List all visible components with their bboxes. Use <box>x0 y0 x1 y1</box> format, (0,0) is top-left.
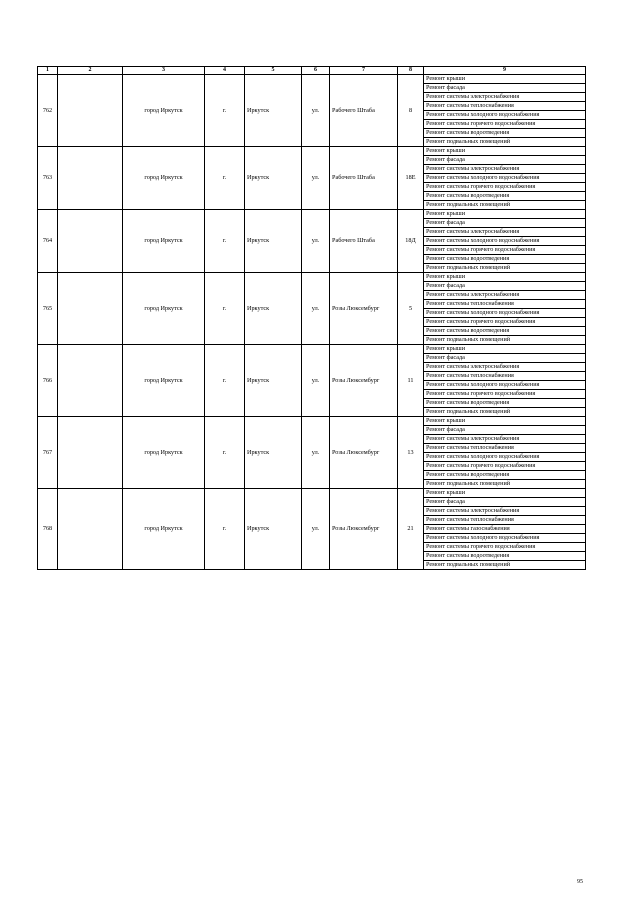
work-type-cell: Ремонт подвальных помещений <box>424 264 586 273</box>
locality-type-cell: г. <box>205 489 245 570</box>
work-type-cell: Ремонт системы электроснабжения <box>424 165 586 174</box>
table-body <box>38 75 586 570</box>
work-type-cell: Ремонт системы теплоснабжения <box>424 372 586 381</box>
work-type-cell: Ремонт крыши <box>424 417 586 426</box>
work-type-cell: Ремонт системы холодного водоснабжения <box>424 381 586 390</box>
page-number: 95 <box>577 879 583 885</box>
work-type-cell: Ремонт системы электроснабжения <box>424 363 586 372</box>
work-type-cell: Ремонт фасада <box>424 426 586 435</box>
table-row <box>38 75 586 84</box>
city-cell: город Иркутск <box>123 147 205 210</box>
city-cell: город Иркутск <box>123 210 205 273</box>
table-row <box>38 210 586 219</box>
work-type-cell: Ремонт крыши <box>424 489 586 498</box>
street-type-cell: ул. <box>302 147 330 210</box>
work-type-cell: Ремонт системы электроснабжения <box>424 228 586 237</box>
header-col-2: 2 <box>58 67 123 75</box>
locality-cell: Иркутск <box>245 489 302 570</box>
street-type-cell: ул. <box>302 210 330 273</box>
header-col-3: 3 <box>123 67 205 75</box>
locality-type-cell: г. <box>205 210 245 273</box>
street-type-cell: ул. <box>302 75 330 147</box>
house-number-cell: 8 <box>398 75 424 147</box>
work-type-cell: Ремонт фасада <box>424 219 586 228</box>
street-cell: Рабочего Штаба <box>330 75 398 147</box>
record-number: 762 <box>38 75 58 147</box>
work-type-cell: Ремонт системы горячего водоснабжения <box>424 120 586 129</box>
house-number-cell: 18Е <box>398 147 424 210</box>
city-cell: город Иркутск <box>123 75 205 147</box>
work-type-cell: Ремонт системы электроснабжения <box>424 291 586 300</box>
work-type-cell: Ремонт системы холодного водоснабжения <box>424 237 586 246</box>
record-col2 <box>58 345 123 417</box>
work-type-cell: Ремонт системы водоотведения <box>424 471 586 480</box>
repair-table <box>37 66 586 570</box>
street-cell: Рабочего Штаба <box>330 210 398 273</box>
table-row <box>38 147 586 156</box>
header-col-1: 1 <box>38 67 58 75</box>
record-col2 <box>58 489 123 570</box>
table-row <box>38 273 586 282</box>
street-type-cell: ул. <box>302 273 330 345</box>
table-row <box>38 417 586 426</box>
work-type-cell: Ремонт крыши <box>424 210 586 219</box>
work-type-cell: Ремонт системы электроснабжения <box>424 93 586 102</box>
work-type-cell: Ремонт системы теплоснабжения <box>424 102 586 111</box>
work-type-cell: Ремонт системы горячего водоснабжения <box>424 183 586 192</box>
work-type-cell: Ремонт системы горячего водоснабжения <box>424 462 586 471</box>
locality-cell: Иркутск <box>245 273 302 345</box>
locality-cell: Иркутск <box>245 147 302 210</box>
header-col-9: 9 <box>424 67 586 75</box>
work-type-cell: Ремонт системы горячего водоснабжения <box>424 318 586 327</box>
work-type-cell: Ремонт системы водоотведения <box>424 129 586 138</box>
street-cell: Розы Люксембург <box>330 417 398 489</box>
locality-type-cell: г. <box>205 75 245 147</box>
record-number: 766 <box>38 345 58 417</box>
work-type-cell: Ремонт системы холодного водоснабжения <box>424 453 586 462</box>
work-type-cell: Ремонт системы горячего водоснабжения <box>424 543 586 552</box>
work-type-cell: Ремонт системы электроснабжения <box>424 435 586 444</box>
work-type-cell: Ремонт системы теплоснабжения <box>424 516 586 525</box>
work-type-cell: Ремонт системы водоотведения <box>424 255 586 264</box>
work-type-cell: Ремонт подвальных помещений <box>424 408 586 417</box>
record-number: 763 <box>38 147 58 210</box>
city-cell: город Иркутск <box>123 489 205 570</box>
locality-cell: Иркутск <box>245 75 302 147</box>
work-type-cell: Ремонт системы горячего водоснабжения <box>424 246 586 255</box>
locality-cell: Иркутск <box>245 417 302 489</box>
record-number: 768 <box>38 489 58 570</box>
work-type-cell: Ремонт крыши <box>424 273 586 282</box>
work-type-cell: Ремонт подвальных помещений <box>424 480 586 489</box>
work-type-cell: Ремонт фасада <box>424 498 586 507</box>
work-type-cell: Ремонт системы теплоснабжения <box>424 300 586 309</box>
header-col-8: 8 <box>398 67 424 75</box>
house-number-cell: 5 <box>398 273 424 345</box>
record-number: 767 <box>38 417 58 489</box>
record-number: 765 <box>38 273 58 345</box>
house-number-cell: 13 <box>398 417 424 489</box>
work-type-cell: Ремонт системы холодного водоснабжения <box>424 309 586 318</box>
locality-type-cell: г. <box>205 147 245 210</box>
work-type-cell: Ремонт системы газоснабжения <box>424 525 586 534</box>
city-cell: город Иркутск <box>123 417 205 489</box>
street-type-cell: ул. <box>302 345 330 417</box>
locality-type-cell: г. <box>205 417 245 489</box>
work-type-cell: Ремонт фасада <box>424 156 586 165</box>
record-col2 <box>58 75 123 147</box>
record-col2 <box>58 417 123 489</box>
record-col2 <box>58 147 123 210</box>
work-type-cell: Ремонт крыши <box>424 147 586 156</box>
locality-cell: Иркутск <box>245 345 302 417</box>
record-col2 <box>58 273 123 345</box>
work-type-cell: Ремонт системы теплоснабжения <box>424 444 586 453</box>
work-type-cell: Ремонт подвальных помещений <box>424 201 586 210</box>
work-type-cell: Ремонт системы электроснабжения <box>424 507 586 516</box>
street-cell: Розы Люксембург <box>330 345 398 417</box>
work-type-cell: Ремонт системы водоотведения <box>424 327 586 336</box>
header-row <box>38 67 586 75</box>
house-number-cell: 18Д <box>398 210 424 273</box>
work-type-cell: Ремонт фасада <box>424 84 586 93</box>
street-cell: Розы Люксембург <box>330 489 398 570</box>
work-type-cell: Ремонт системы горячего водоснабжения <box>424 390 586 399</box>
work-type-cell: Ремонт крыши <box>424 75 586 84</box>
work-type-cell: Ремонт системы водоотведения <box>424 552 586 561</box>
locality-cell: Иркутск <box>245 210 302 273</box>
record-number: 764 <box>38 210 58 273</box>
city-cell: город Иркутск <box>123 345 205 417</box>
house-number-cell: 21 <box>398 489 424 570</box>
work-type-cell: Ремонт подвальных помещений <box>424 138 586 147</box>
locality-type-cell: г. <box>205 345 245 417</box>
house-number-cell: 11 <box>398 345 424 417</box>
work-type-cell: Ремонт системы водоотведения <box>424 399 586 408</box>
street-cell: Рабочего Штаба <box>330 147 398 210</box>
work-type-cell: Ремонт системы водоотведения <box>424 192 586 201</box>
work-type-cell: Ремонт подвальных помещений <box>424 336 586 345</box>
table-row <box>38 345 586 354</box>
street-cell: Розы Люксембург <box>330 273 398 345</box>
table-row <box>38 489 586 498</box>
work-type-cell: Ремонт системы холодного водоснабжения <box>424 174 586 183</box>
street-type-cell: ул. <box>302 489 330 570</box>
locality-type-cell: г. <box>205 273 245 345</box>
work-type-cell: Ремонт системы холодного водоснабжения <box>424 111 586 120</box>
work-type-cell: Ремонт подвальных помещений <box>424 561 586 570</box>
work-type-cell: Ремонт системы холодного водоснабжения <box>424 534 586 543</box>
work-type-cell: Ремонт крыши <box>424 345 586 354</box>
header-col-5: 5 <box>245 67 302 75</box>
work-type-cell: Ремонт фасада <box>424 282 586 291</box>
city-cell: город Иркутск <box>123 273 205 345</box>
header-col-7: 7 <box>330 67 398 75</box>
record-col2 <box>58 210 123 273</box>
street-type-cell: ул. <box>302 417 330 489</box>
work-type-cell: Ремонт фасада <box>424 354 586 363</box>
header-col-6: 6 <box>302 67 330 75</box>
header-col-4: 4 <box>205 67 245 75</box>
